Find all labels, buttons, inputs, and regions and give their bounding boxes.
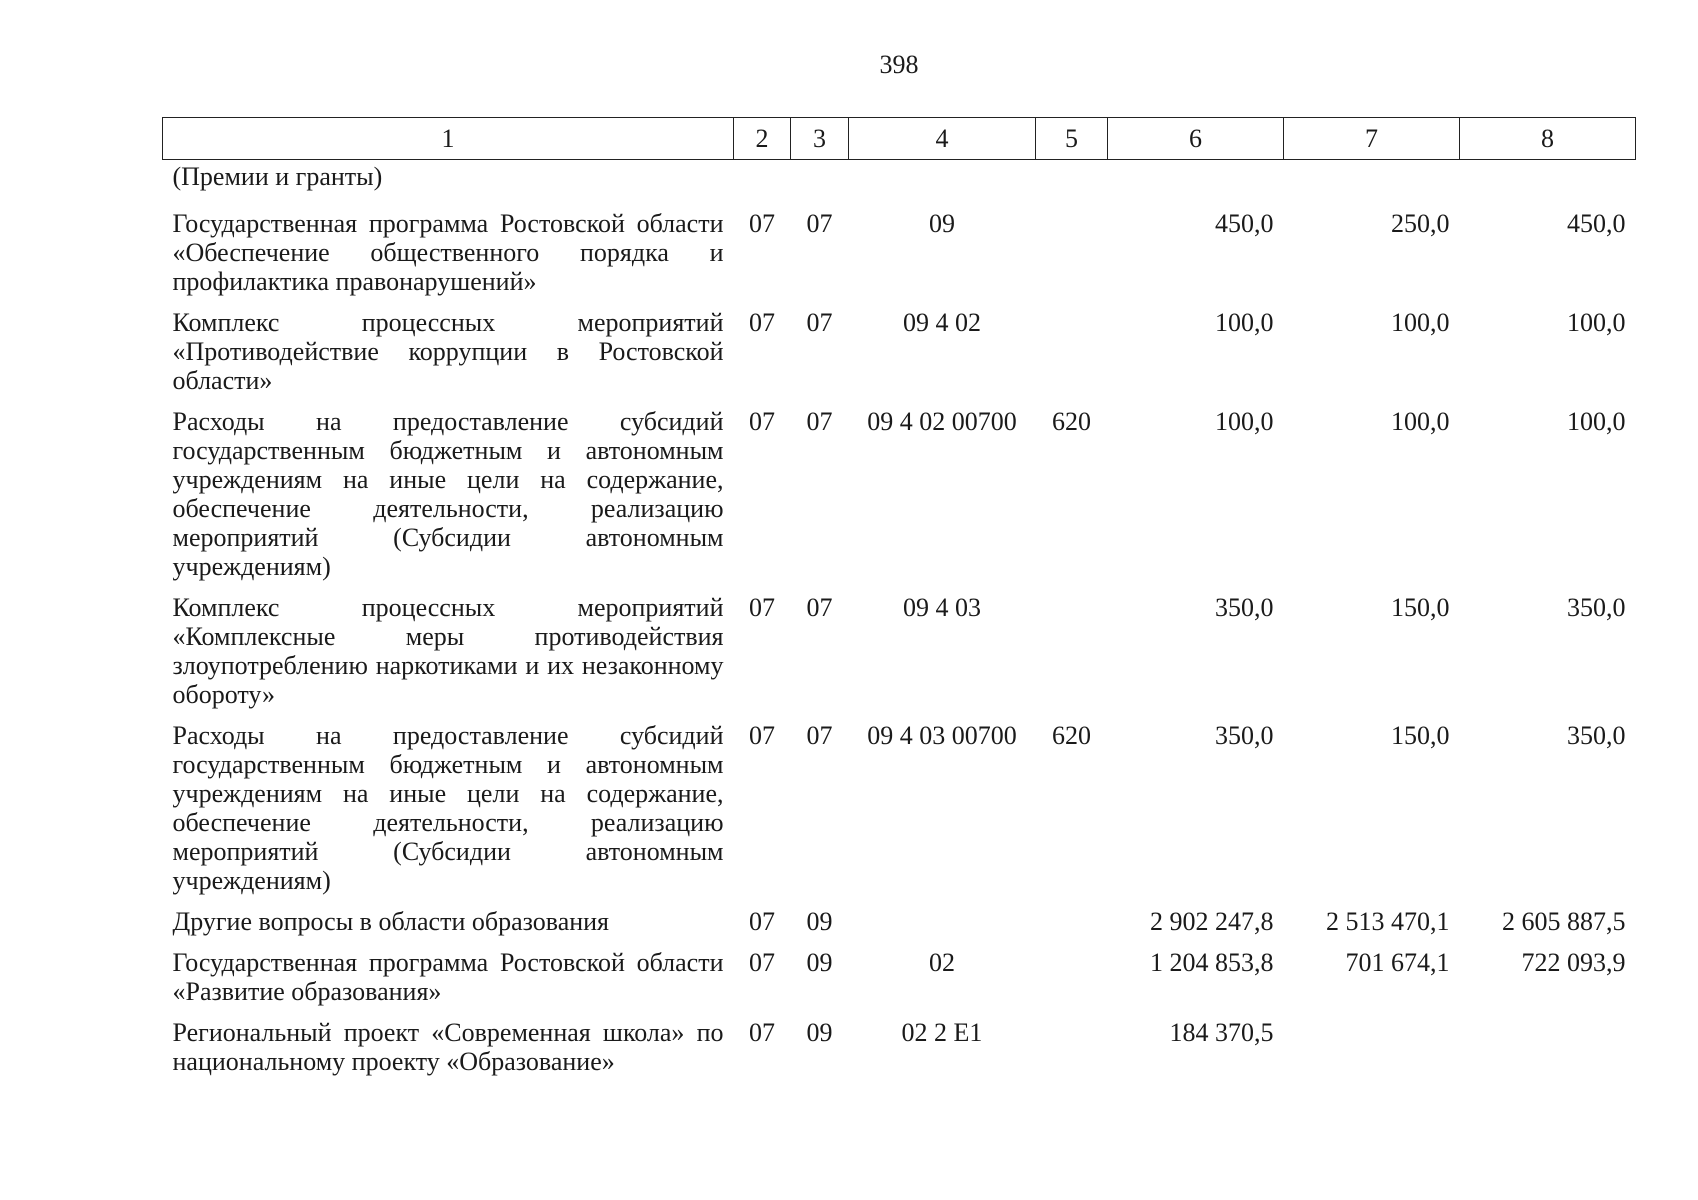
row-name: Комплекс процессных мероприятий «Комплексные меры противодействия злоупотреблению наркотиками и их незаконному обороту» xyxy=(172,593,724,709)
row-amount-col7 xyxy=(1284,1010,1460,1080)
row-amount-col8 xyxy=(1460,160,1636,202)
row-expense-type xyxy=(1036,585,1108,713)
row-expense-type xyxy=(1036,1010,1108,1080)
row-subsection: 07 xyxy=(806,407,833,436)
row-subsection: 09 xyxy=(806,907,833,936)
header-col-1: 1 xyxy=(163,118,734,160)
row-section: 07 xyxy=(749,407,775,436)
table-row xyxy=(163,1010,1636,1080)
table-header-row xyxy=(163,118,1636,160)
row-target-code: 09 4 03 00700 xyxy=(867,721,1017,750)
row-section: 07 xyxy=(749,209,775,238)
row-subsection xyxy=(791,160,849,202)
row-section xyxy=(734,160,791,202)
table-row xyxy=(163,585,1636,713)
row-target-code xyxy=(849,160,1036,202)
row-amount-col7 xyxy=(1284,160,1460,202)
row-subsection: 09 xyxy=(806,948,833,977)
row-amount-col8: 350,0 xyxy=(1567,721,1626,750)
row-target-code xyxy=(849,899,1036,940)
row-name: Государственная программа Ростовской области «Обеспечение общественного порядка и профилактика правонарушений» xyxy=(172,209,724,296)
row-subsection: 07 xyxy=(806,209,833,238)
table-row xyxy=(163,399,1636,585)
header-col-6: 6 xyxy=(1108,118,1284,160)
row-section: 07 xyxy=(749,721,775,750)
row-amount-col6: 184 370,5 xyxy=(1169,1018,1274,1047)
row-section: 07 xyxy=(749,907,775,936)
row-name: Расходы на предоставление субсидий государственным бюджетным и автономным учреждениям на иные цели на содержание, обеспечение деятельности, реализацию мероприятий (Субсидии автономным учреждениям) xyxy=(172,721,724,895)
row-target-code: 02 2 Е1 xyxy=(901,1018,983,1047)
row-name: Государственная программа Ростовской области «Развитие образования» xyxy=(172,948,724,1006)
row-name: (Премии и гранты) xyxy=(172,162,383,191)
row-target-code: 09 4 02 00700 xyxy=(867,407,1017,436)
row-amount-col7: 2 513 470,1 xyxy=(1326,907,1450,936)
row-expense-type: 620 xyxy=(1052,407,1091,436)
header-col-2: 2 xyxy=(734,118,791,160)
row-target-code: 09 4 03 xyxy=(903,593,981,622)
row-amount-col6: 350,0 xyxy=(1215,593,1274,622)
row-subsection: 07 xyxy=(806,593,833,622)
row-name: Расходы на предоставление субсидий государственным бюджетным и автономным учреждениям на иные цели на содержание, обеспечение деятельности, реализацию мероприятий (Субсидии автономным учреждениям) xyxy=(172,407,724,581)
row-expense-type xyxy=(1036,160,1108,202)
row-subsection: 07 xyxy=(806,721,833,750)
row-expense-type xyxy=(1036,940,1108,1010)
row-expense-type xyxy=(1036,899,1108,940)
row-expense-type xyxy=(1036,201,1108,300)
page-number: 398 xyxy=(879,50,919,79)
row-name: Комплекс процессных мероприятий «Противодействие коррупции в Ростовской области» xyxy=(172,308,724,395)
header-col-7: 7 xyxy=(1284,118,1460,160)
row-amount-col8 xyxy=(1460,1010,1636,1080)
row-amount-col7: 250,0 xyxy=(1391,209,1450,238)
row-subsection: 09 xyxy=(806,1018,833,1047)
row-amount-col8: 100,0 xyxy=(1567,407,1626,436)
row-amount-col6: 100,0 xyxy=(1215,308,1274,337)
row-amount-col7: 150,0 xyxy=(1391,721,1450,750)
row-target-code: 09 4 02 xyxy=(903,308,981,337)
row-amount-col8: 350,0 xyxy=(1567,593,1626,622)
table-row xyxy=(163,940,1636,1010)
row-amount-col6: 2 902 247,8 xyxy=(1150,907,1274,936)
header-col-3: 3 xyxy=(791,118,849,160)
row-amount-col7: 100,0 xyxy=(1391,407,1450,436)
row-expense-type: 620 xyxy=(1052,721,1091,750)
row-name: Другие вопросы в области образования xyxy=(172,907,610,936)
row-section: 07 xyxy=(749,948,775,977)
row-section: 07 xyxy=(749,1018,775,1047)
row-section: 07 xyxy=(749,308,775,337)
row-amount-col8: 2 605 887,5 xyxy=(1502,907,1626,936)
row-name: Региональный проект «Современная школа» по национальному проекту «Образование» xyxy=(172,1018,724,1076)
row-amount-col6: 350,0 xyxy=(1215,721,1274,750)
header-col-4: 4 xyxy=(849,118,1036,160)
table-row xyxy=(163,899,1636,940)
row-amount-col6: 450,0 xyxy=(1215,209,1274,238)
table-row xyxy=(163,201,1636,300)
row-expense-type xyxy=(1036,300,1108,399)
row-section: 07 xyxy=(749,593,775,622)
row-amount-col6: 1 204 853,8 xyxy=(1150,948,1274,977)
row-amount-col7: 100,0 xyxy=(1391,308,1450,337)
row-amount-col7: 150,0 xyxy=(1391,593,1450,622)
row-target-code: 09 xyxy=(929,209,955,238)
row-amount-col8: 722 093,9 xyxy=(1521,948,1626,977)
row-amount-col6 xyxy=(1108,160,1284,202)
row-target-code: 02 xyxy=(929,948,955,977)
row-amount-col8: 450,0 xyxy=(1567,209,1626,238)
row-amount-col6: 100,0 xyxy=(1215,407,1274,436)
row-amount-col8: 100,0 xyxy=(1567,308,1626,337)
table-row xyxy=(163,160,1636,202)
budget-table xyxy=(162,117,1636,1080)
row-subsection: 07 xyxy=(806,308,833,337)
header-col-5: 5 xyxy=(1036,118,1108,160)
row-amount-col7: 701 674,1 xyxy=(1345,948,1450,977)
header-col-8: 8 xyxy=(1460,118,1636,160)
table-row xyxy=(163,713,1636,899)
table-row xyxy=(163,300,1636,399)
